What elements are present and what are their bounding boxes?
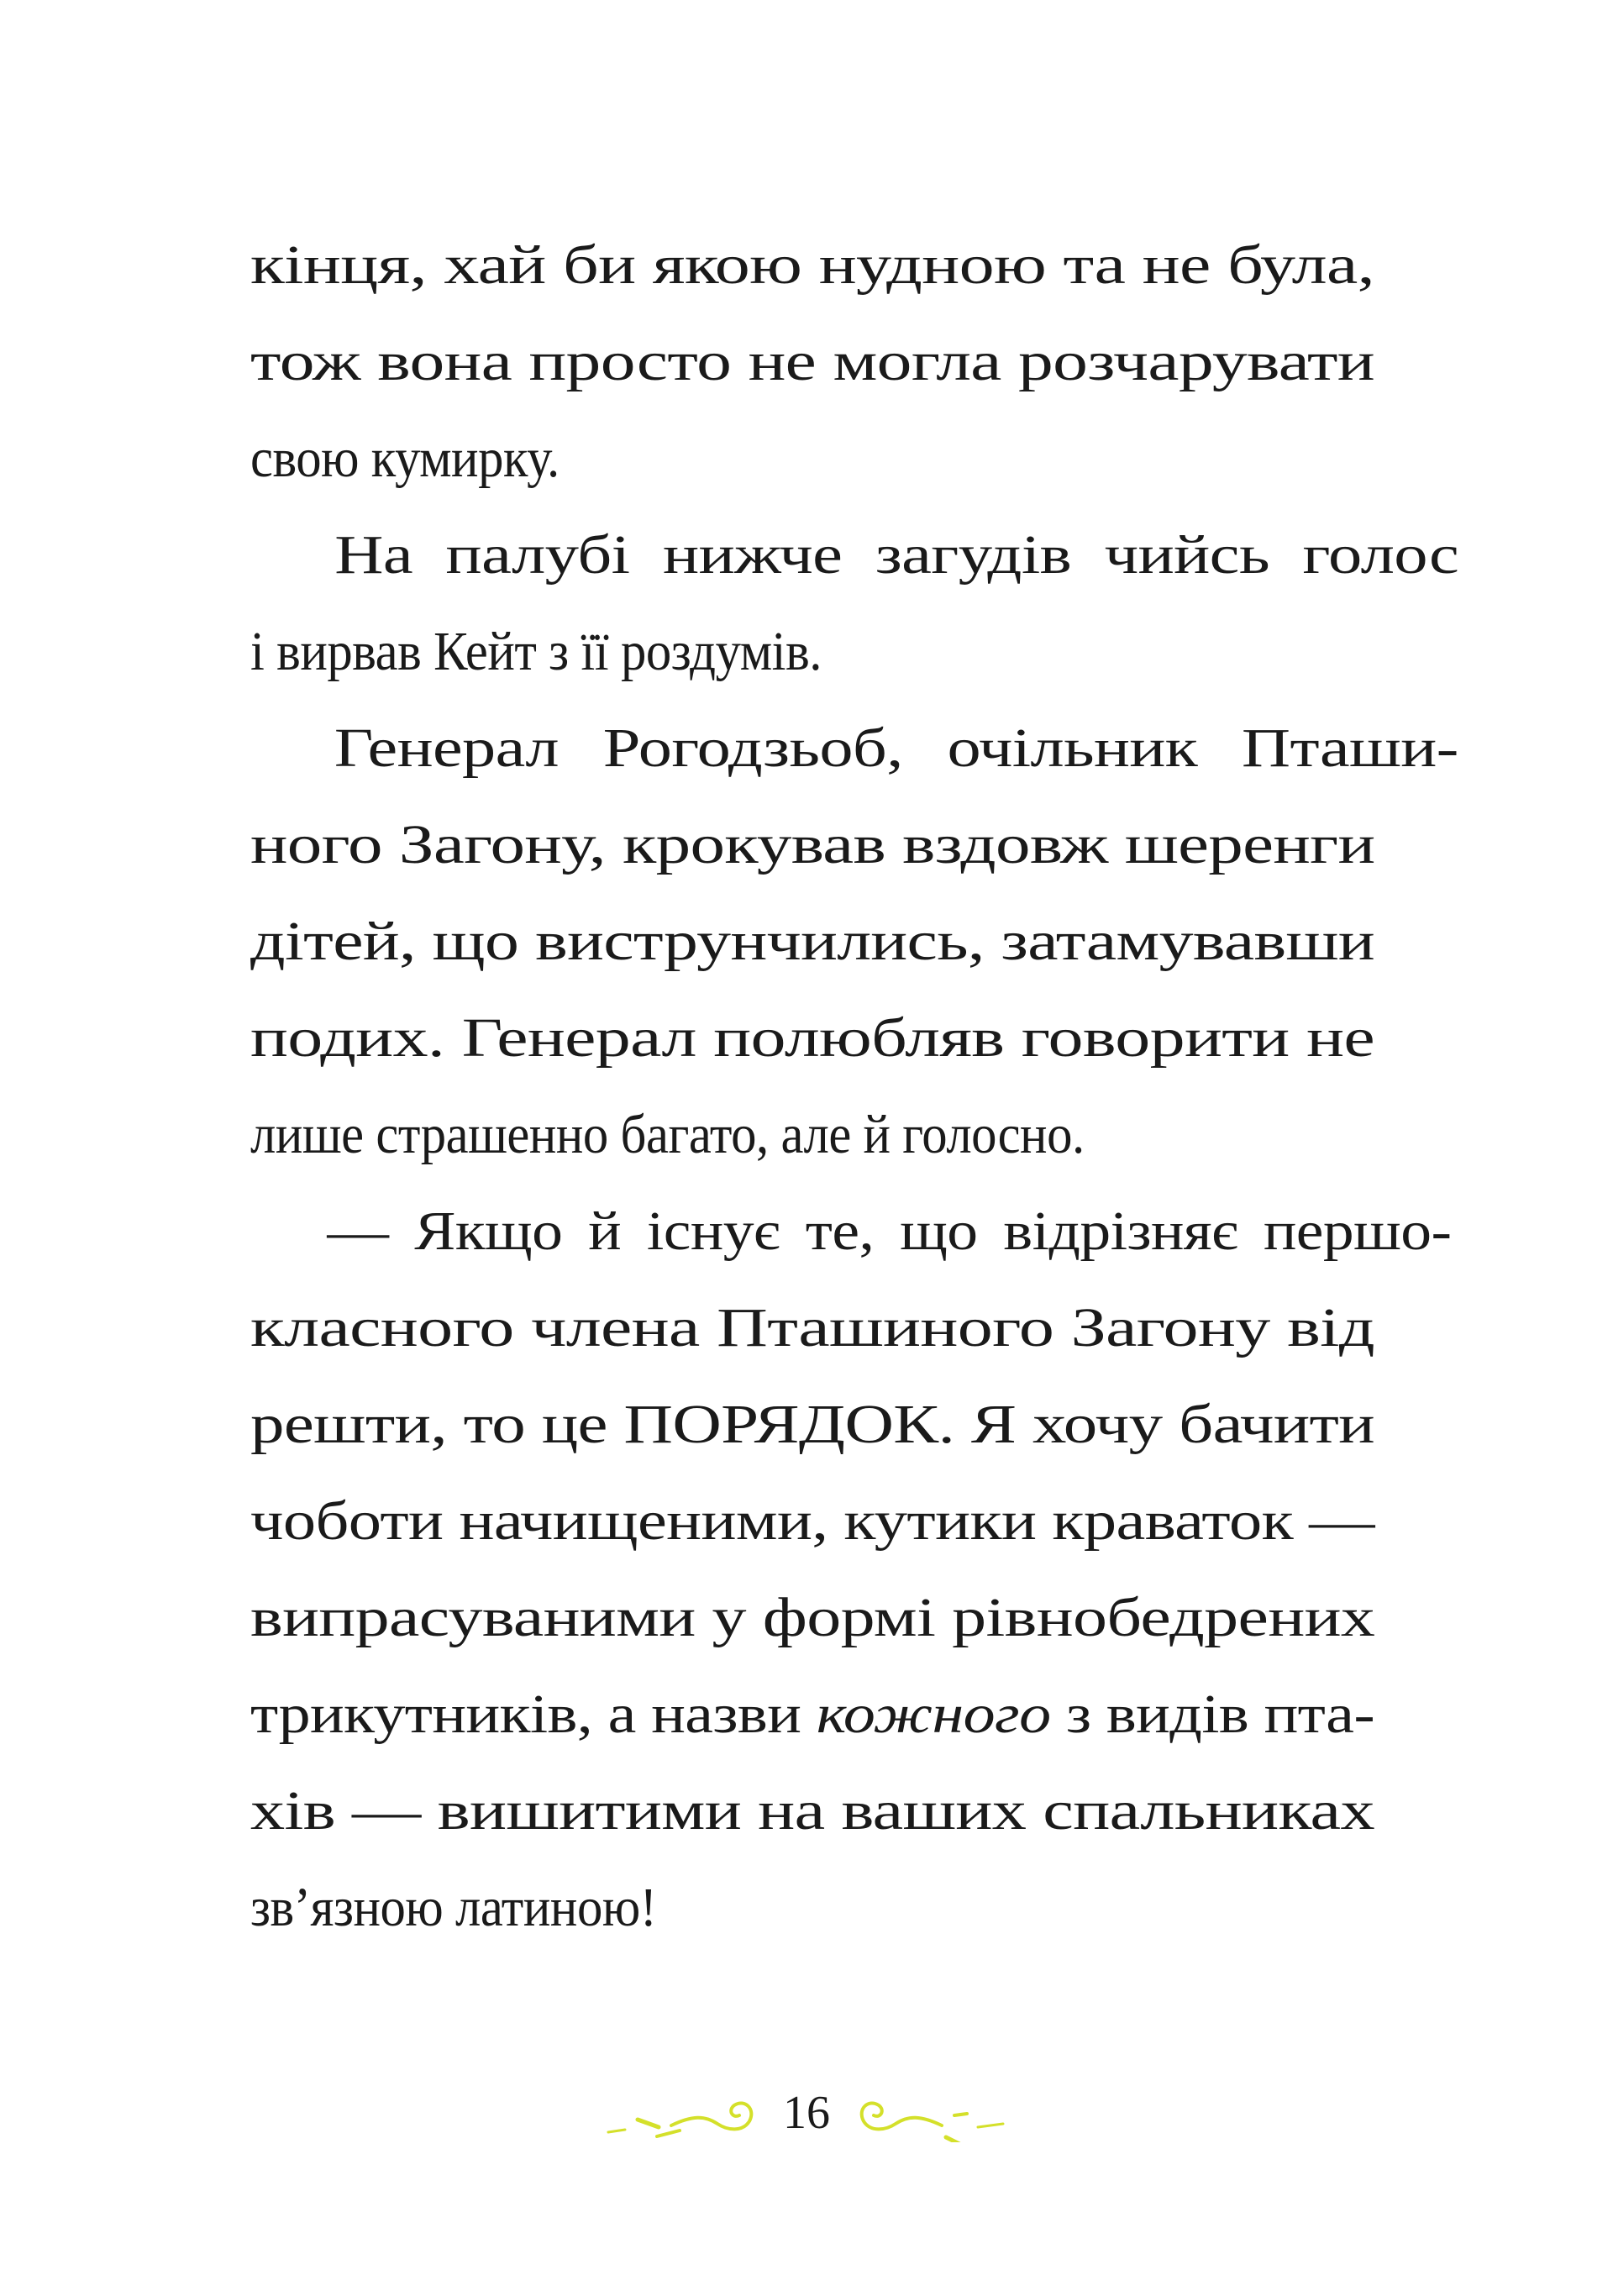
text-line: решти, то це ПОРЯДОК. Я хочу бачити — [250, 1394, 1374, 1455]
text-line: і вирвав Кейт з її роздумів. — [250, 621, 822, 682]
swirl-ornament-right-icon — [854, 2083, 1013, 2142]
text-line: — Якщо й існує те, що відрізняє першо- — [327, 1201, 1452, 1262]
text-line: тож вона просто не могла розчарувати — [250, 331, 1374, 392]
text-line: Генерал Рогодзьоб, очільник Пташи- — [334, 717, 1458, 779]
text-line-with-italic — [250, 1666, 1374, 1763]
paragraph-3 — [250, 700, 1458, 1183]
swirl-ornament-left-icon — [600, 2083, 759, 2142]
italic-emphasis: кожного — [816, 1684, 1051, 1745]
text-line: лише страшенно багато, але й голосно. — [250, 1104, 1085, 1165]
text-line: класного члена Пташиного Загону від — [250, 1297, 1374, 1358]
text-segment: трикутників, а назви — [250, 1684, 817, 1745]
text-line: подих. Генерал полюбляв говорити не — [250, 1007, 1374, 1069]
text-line: хів — вишитими на ваших спальниках — [250, 1780, 1374, 1842]
text-line: ного Загону, крокував вздовж шеренги — [250, 814, 1375, 875]
paragraph-2 — [250, 507, 1459, 700]
text-line: кінця, хай би якою нудною та не була, — [250, 234, 1374, 296]
page-footer — [0, 2075, 1613, 2151]
paragraph-1 — [250, 217, 1374, 507]
text-line: свою кумирку. — [250, 428, 560, 489]
text-line: чоботи начищеними, кутики краваток — — [250, 1490, 1374, 1552]
text-line: дітей, що виструнчились, затамувавши — [250, 911, 1374, 972]
page-number: 16 — [783, 2087, 830, 2139]
text-line: зв’язною латиною! — [250, 1877, 657, 1938]
text-line: випрасуваними у формі рівнобедрених — [250, 1587, 1375, 1648]
text-line: На палубі нижче загудів чийсь голос — [334, 524, 1459, 586]
text-segment: з видів пта- — [1050, 1684, 1375, 1745]
book-page-body — [250, 217, 1459, 1956]
paragraph-4-dialogue — [250, 1183, 1452, 1956]
